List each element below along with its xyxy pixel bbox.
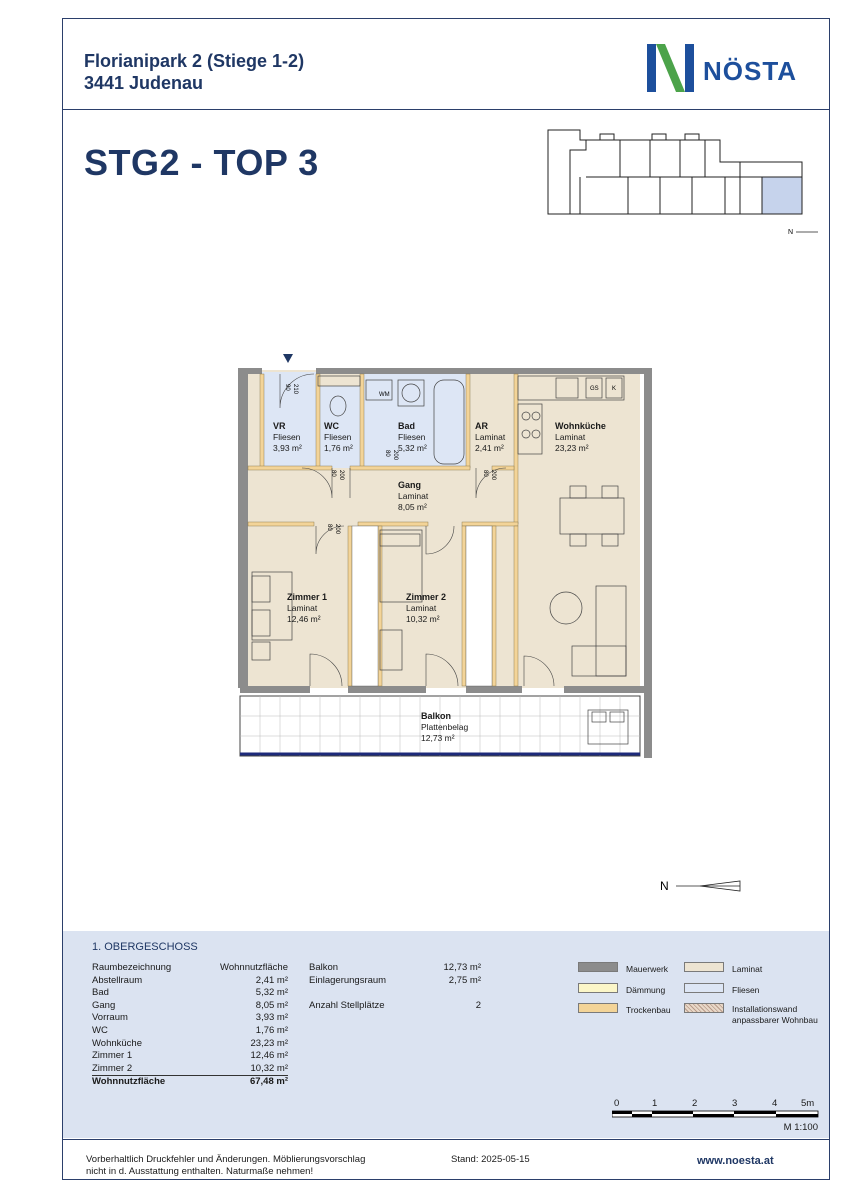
table-row: Vorraum 3,93 m² bbox=[92, 1012, 288, 1024]
door-label: 200 bbox=[334, 524, 340, 535]
room-label-zimmer-2: Zimmer 2 Laminat 10,32 m² bbox=[406, 592, 447, 624]
table-row: Zimmer 2 10,32 m² bbox=[92, 1063, 288, 1077]
north-label: N bbox=[660, 879, 669, 893]
room-label-bad: Bad Fliesen 5,32 m² bbox=[398, 421, 427, 453]
table-row: Abstellraum 2,41 m² bbox=[92, 974, 288, 986]
legend-swatch-mauerwerk bbox=[578, 962, 618, 972]
footer-date: Stand: 2025-05-15 bbox=[451, 1154, 530, 1165]
door-label: 80 bbox=[326, 524, 332, 531]
legend-swatch-laminat bbox=[684, 962, 724, 972]
legend-swatch-trockenbau bbox=[578, 1003, 618, 1013]
legend-label-laminat: Laminat bbox=[732, 964, 763, 974]
table-header-row bbox=[92, 962, 288, 975]
area-table bbox=[92, 962, 288, 1089]
footer-divider bbox=[62, 1139, 830, 1140]
address-line-2: 3441 Judenau bbox=[84, 73, 204, 93]
scale-bar bbox=[612, 1098, 822, 1134]
door-label: 210 bbox=[292, 384, 298, 395]
room-label-balkon: Balkon Plattenbelag 12,73 m² bbox=[421, 711, 469, 743]
footer-website-link[interactable]: www.noesta.at bbox=[697, 1155, 774, 1167]
door-label: 200 bbox=[392, 450, 398, 461]
header-divider bbox=[62, 109, 830, 110]
noesta-logo bbox=[645, 42, 815, 94]
north-arrow-icon bbox=[660, 876, 750, 896]
door-label: 200 bbox=[338, 470, 344, 481]
legend-swatch-daemmung bbox=[578, 983, 618, 993]
table-row: Bad 5,32 m² bbox=[92, 987, 288, 999]
appliance-label: K bbox=[612, 386, 617, 392]
project-address bbox=[84, 50, 304, 94]
disclaimer-line-1: Vorberhaltlich Druckfehler und Änderungen. Möblierungsvorschlag bbox=[86, 1154, 366, 1165]
entrance-marker-icon bbox=[283, 354, 293, 363]
logo-mark-icon bbox=[645, 42, 703, 94]
legend-swatch-installationswand bbox=[684, 1003, 724, 1013]
footer-disclaimer bbox=[86, 1154, 365, 1178]
address-line-1: Florianipark 2 (Stiege 1-2) bbox=[84, 51, 305, 71]
table-row: Balkon 12,73 m² bbox=[309, 962, 481, 973]
door-label: 80 bbox=[330, 470, 336, 477]
parking-row: Anzahl Stellplätze 2 bbox=[309, 999, 481, 1011]
room-label-wc: WC Fliesen 1,76 m² bbox=[324, 421, 353, 453]
door-label: 80 bbox=[384, 450, 390, 457]
legend-label-mauerwerk: Mauerwerk bbox=[626, 964, 669, 974]
disclaimer-line-2: nicht in d. Ausstattung enthalten. Naturmaße nehmen! bbox=[86, 1166, 314, 1177]
table-row: Zimmer 1 12,46 m² bbox=[92, 1050, 288, 1062]
legend-label-trockenbau: Trockenbau bbox=[626, 1005, 671, 1015]
logo-wordmark: NÖSTA bbox=[703, 56, 798, 86]
appliance-label: GS bbox=[590, 386, 599, 392]
door-label: 200 bbox=[490, 470, 496, 481]
legend-swatch-fliesen bbox=[684, 983, 724, 993]
col-header-area: Wohnnutzfläche bbox=[220, 962, 288, 973]
table-row: Gang 8,05 m² bbox=[92, 999, 288, 1011]
keyplan-north-label: N bbox=[788, 229, 794, 236]
room-label-zimmer-1: Zimmer 1 Laminat 12,46 m² bbox=[287, 592, 328, 624]
door-label: 90 bbox=[284, 384, 290, 391]
floor-label: 1. OBERGESCHOSS bbox=[92, 941, 198, 953]
scale-bar-graphic bbox=[612, 1110, 822, 1118]
legend-label-daemmung: Dämmung bbox=[626, 985, 666, 995]
table-row: Einlagerungsraum 2,75 m² bbox=[309, 974, 481, 986]
room-label-ar: AR Laminat 2,41 m² bbox=[475, 421, 506, 453]
key-plan bbox=[540, 122, 830, 242]
scale-label: M 1:100 bbox=[783, 1122, 818, 1133]
appliance-label: WM bbox=[379, 392, 390, 398]
legend-label-installationswand: Installationswand anpassbarer Wohnbau bbox=[732, 1004, 818, 1025]
room-label-gang: Gang Laminat 8,05 m² bbox=[398, 480, 429, 512]
room-label-wohnkueche: Wohnküche Laminat 23,23 m² bbox=[555, 421, 606, 453]
room-label-vr: VR Fliesen 3,93 m² bbox=[273, 421, 302, 453]
legend-label-fliesen: Fliesen bbox=[732, 985, 760, 995]
unit-title: STG2 - TOP 3 bbox=[84, 142, 319, 183]
table-row: WC 1,76 m² bbox=[92, 1024, 288, 1036]
col-header-room: Raumbezeichnung bbox=[92, 962, 172, 973]
extras-table bbox=[309, 962, 481, 1012]
floor-plan bbox=[230, 350, 660, 770]
door-label: 80 bbox=[482, 470, 488, 477]
table-row: Wohnküche 23,23 m² bbox=[92, 1037, 288, 1049]
scale-ticks: 0 1 2 3 4 5m bbox=[614, 1098, 815, 1109]
total-row: Wohnnutzfläche 67,48 m² bbox=[92, 1076, 288, 1088]
